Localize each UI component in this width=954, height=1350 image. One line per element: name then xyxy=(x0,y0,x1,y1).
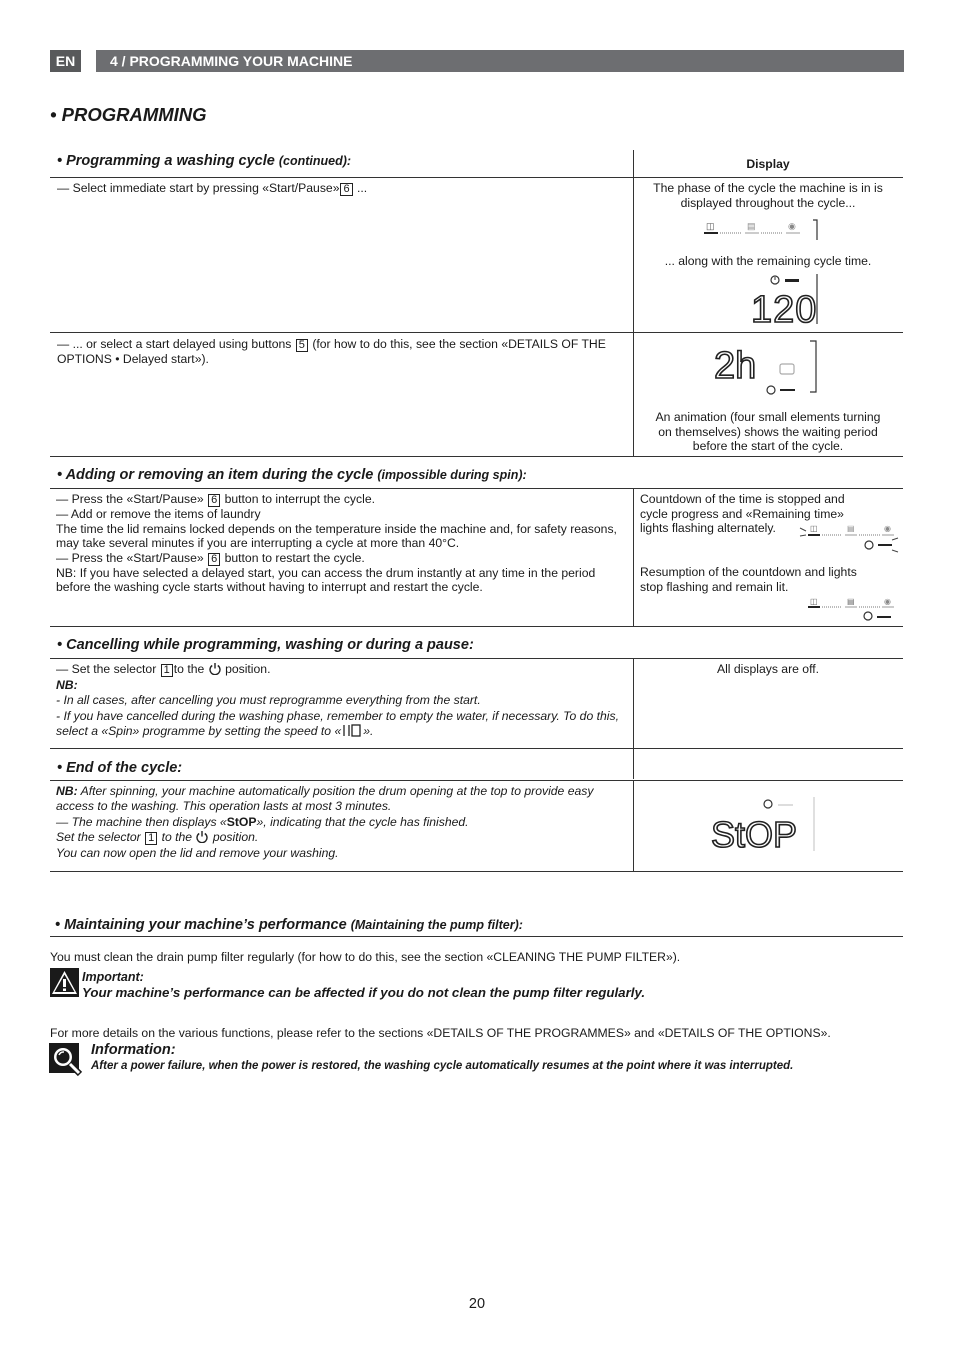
table-rule xyxy=(50,658,903,659)
add-remove-instructions: — Press the «Start/Pause» 6 button to interrupt the cycle. — Add or remove the items of laundry The time the lid remains locked depends on the temperature inside the machine and, for safety reasons, may take several minutes if you are interrupting a cycle at more than 40°C. — Press the «Start/Pause» 6 button to restart the cycle. NB: If you have selected a delayed start, you can access the drum instantly at any time in the period before the washing cycle starts without having to interrupt and restart the cycle. xyxy=(56,492,617,595)
svg-text:◉: ◉ xyxy=(884,597,891,606)
button-number-badge: 1 xyxy=(145,832,157,845)
svg-text:◫: ◫ xyxy=(810,597,818,606)
clock-icon xyxy=(864,612,872,620)
button-number-badge: 6 xyxy=(340,183,352,196)
stop-display xyxy=(708,795,820,855)
delayed-start-display xyxy=(712,338,824,396)
end-of-cycle-instructions: NB: After spinning, your machine automatically position the drum opening at the top to provide easy access to the washing. This operation lasts at most 3 minutes. — The machine then displays «StOP», indicating that the cycle has finished. Set the selector 1 to the position. You can now open the lid and remove your washing. xyxy=(56,784,594,860)
resumed-indicator xyxy=(804,594,900,624)
display-column-header: Display xyxy=(746,157,790,171)
resumption-text: Resumption of the countdown and lights stop flashing and remain lit. xyxy=(640,565,857,594)
remaining-time-display xyxy=(745,272,825,326)
flashing-indicator xyxy=(798,520,900,556)
svg-text:▤: ▤ xyxy=(847,524,855,533)
column-divider xyxy=(633,150,634,456)
language-tag: EN xyxy=(50,50,81,72)
chapter-header: 4 / PROGRAMMING YOUR MACHINE xyxy=(96,50,904,72)
button-number-badge: 5 xyxy=(296,339,308,352)
heading-text: • Programming a washing cycle xyxy=(57,153,275,169)
clock-icon xyxy=(767,386,775,394)
rinse-icon: ▤ xyxy=(747,221,756,231)
table-rule xyxy=(50,871,903,872)
page-number: 20 xyxy=(468,1296,486,1312)
svg-text:▤: ▤ xyxy=(847,597,855,606)
section-heading-add-remove: • Adding or removing an item during the cycle (impossible during spin): xyxy=(57,467,527,483)
power-icon xyxy=(195,830,209,843)
information-magnifier-icon xyxy=(49,1043,83,1077)
table-rule xyxy=(50,456,903,457)
power-icon xyxy=(208,662,222,675)
table-rule xyxy=(50,332,903,333)
digit-readout: StOP xyxy=(711,814,798,855)
table-rule xyxy=(50,488,903,489)
information-text: After a power failure, when the power is restored, the washing cycle automatically resumes at the point where it was interrupted. xyxy=(91,1060,794,1072)
row-text-delayed-start: — ... or select a start delayed using buttons 5 (for how to do this, see the section «DETAILS OF THE OPTIONS • Delayed start»). xyxy=(57,337,606,366)
warning-icon xyxy=(50,968,79,997)
button-number-badge: 6 xyxy=(208,494,220,507)
button-number-badge: 1 xyxy=(161,664,173,677)
column-divider xyxy=(633,658,634,779)
displays-off-text: All displays are off. xyxy=(716,662,820,676)
digit-readout: 2h xyxy=(714,345,757,387)
svg-text:◫: ◫ xyxy=(810,524,818,533)
section-heading-maintenance: • Maintaining your machine’s performance (Maintaining the pump filter): xyxy=(55,917,523,933)
speed-zero-icon xyxy=(341,724,363,737)
important-label: Important: xyxy=(82,970,144,984)
information-label: Information: xyxy=(91,1042,176,1058)
row-text-immediate-start: — Select immediate start by pressing «Start/Pause» 6 ... xyxy=(57,181,368,195)
countdown-stopped-text: Countdown of the time is stopped and cycle progress and «Remaining time» lights flashing alternately. xyxy=(640,492,845,536)
digit-readout: 120 xyxy=(751,289,818,326)
clock-icon xyxy=(865,541,873,549)
heading-small: (continued): xyxy=(278,154,352,168)
spin-icon: ◉ xyxy=(788,221,796,231)
cycle-phase-indicator xyxy=(700,216,825,244)
display-phase-text: The phase of the cycle the machine is in is displayed throughout the cycle... xyxy=(653,181,883,210)
remaining-time-text: ... along with the remaining cycle time. xyxy=(664,254,872,268)
column-divider xyxy=(633,488,634,626)
clock-icon xyxy=(764,800,772,808)
page-title: • PROGRAMMING xyxy=(50,104,207,125)
section-heading-programming xyxy=(57,153,351,169)
table-rule xyxy=(50,748,903,749)
phase-bar-lit xyxy=(704,232,718,234)
column-divider xyxy=(633,780,634,871)
wash-icon: ◫ xyxy=(706,221,715,231)
section-rule xyxy=(50,936,903,937)
important-text: Your machine’s performance can be affected if you do not clean the pump filter regularly. xyxy=(82,985,646,1000)
animation-text: An animation (four small elements turning on themselves) shows the waiting period before the start of the cycle. xyxy=(655,410,881,454)
table-rule xyxy=(50,177,903,178)
table-rule xyxy=(50,626,903,627)
cancel-instructions: — Set the selector 1 to the position. NB: - In all cases, after cancelling you must reprogramme everything from the start. - If you have cancelled during the washing phase, remember to empty the water, if necessary. To do this, select a «Spin» programme by setting the speed to « ». xyxy=(56,662,619,738)
pump-filter-paragraph: You must clean the drain pump filter regularly (for how to do this, see the section «CLEANING THE PUMP FILTER»). xyxy=(50,950,681,964)
button-number-badge: 6 xyxy=(208,553,220,566)
section-heading-cancelling: • Cancelling while programming, washing or during a pause: xyxy=(57,637,474,653)
table-rule xyxy=(50,780,903,781)
svg-text:◉: ◉ xyxy=(884,524,891,533)
more-details-paragraph: For more details on the various functions, please refer to the sections «DETAILS OF THE PROGRAMMES» and «DETAILS OF THE OPTIONS». xyxy=(50,1026,831,1040)
section-heading-end-of-cycle: • End of the cycle: xyxy=(57,760,183,776)
